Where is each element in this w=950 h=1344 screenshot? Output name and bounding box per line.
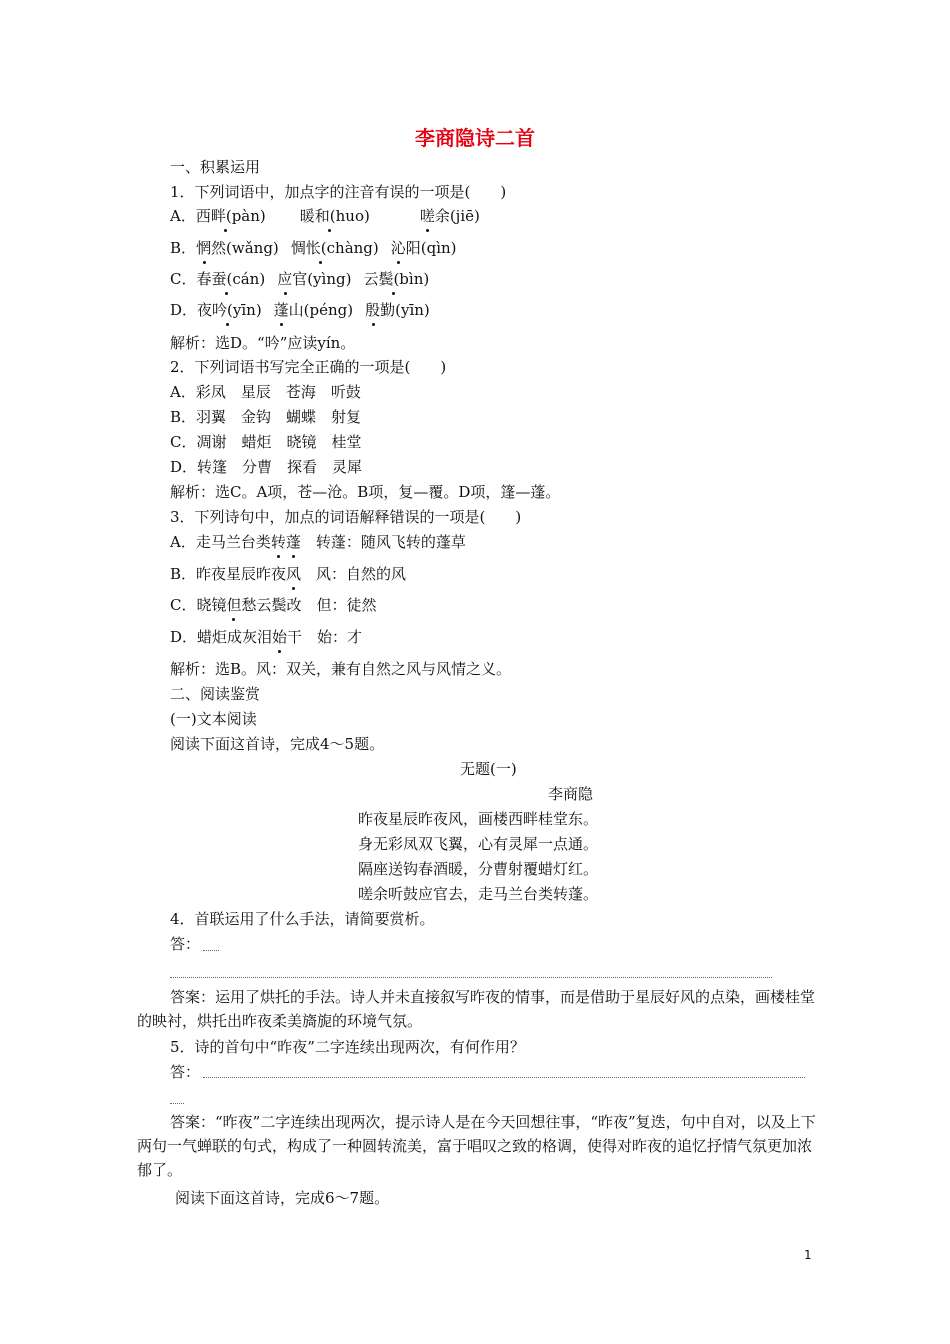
q2-option-b: B．羽翼 金钩 蝴蝶 射复 [170,408,362,426]
q1-stem: 1．下列词语中，加点字的注音有误的一项是( ) [170,183,507,201]
subsection-heading: (一)文本阅读 [170,710,257,728]
q2-analysis: 解析：选C。A项，苍—沧。B项，复—覆。D项，篷—蓬。 [170,483,561,501]
q2-stem: 2．下列词语书写完全正确的一项是( ) [170,358,447,376]
q4-answer-line[interactable] [170,977,772,978]
poem-line: 隔座送钩春酒暖，分曹射覆蜡灯红。 [358,860,599,878]
q1-analysis: 解析：选D。“吟”应读yín。 [170,334,356,352]
q5-answer-blank[interactable] [170,1103,184,1104]
q1-option-a: A．西畔(pàn) 暖和(huo) 嗟余(jiē) [170,205,480,227]
q5-answer-line[interactable] [203,1077,805,1078]
section-heading-1: 一、积累运用 [170,158,261,176]
q1-option-b: B．惘然(wǎng) 惆怅(chàng) 沁阳(qìn) [170,237,457,259]
poem-line: 昨夜星辰昨夜风，画楼西畔桂堂东。 [358,810,599,828]
q4-answer: 答案：运用了烘托的手法。诗人并未直接叙写昨夜的情事，而是借助于星辰好风的点染，画楼桂堂的映衬，烘托出昨夜柔美旖旎的环境气氛。 [137,988,816,1030]
q3-option-b: B．昨夜星辰昨夜风 风：自然的风 [170,563,406,585]
section-heading-2: 二、阅读鉴赏 [170,685,261,703]
q5-stem: 5．诗的首句中“昨夜”二字连续出现两次，有何作用？ [170,1038,525,1056]
q5-answer-label: 答： [170,1063,201,1081]
reading-intro-1: 阅读下面这首诗，完成4～5题。 [170,735,385,753]
q2-option-c: C．凋谢 蜡炬 晓镜 桂堂 [170,433,362,451]
q4-stem: 4．首联运用了什么手法，请简要赏析。 [170,910,435,928]
poem-line: 身无彩凤双飞翼，心有灵犀一点通。 [358,835,599,853]
q2-option-a: A．彩凤 星辰 苍海 听鼓 [170,383,361,401]
q5-answer: 答案：“昨夜”二字连续出现两次，提示诗人是在今天回想往事，“昨夜”复迭，句中自对，以及上下两句一气蝉联的句式，构成了一种圆转流美，富于唱叹之致的格调，使得对昨夜的追忆抒情气氛更加浓郁了。 [137,1113,816,1179]
q3-option-a: A．走马兰台类转蓬 转蓬：随风飞转的蓬草 [170,531,466,553]
q4-answer-label: 答： [170,935,201,953]
q1-option-d: D．夜吟(yīn) 蓬山(péng) 殷勤(yīn) [170,299,430,321]
q2-option-d: D．转篷 分曹 探看 灵犀 [170,458,363,476]
poem-author: 李商隐 [548,785,594,803]
q4-answer-blank[interactable] [203,950,219,951]
page-number: 1 [804,1248,812,1262]
q3-analysis: 解析：选B。风：双关，兼有自然之风与风情之义。 [170,660,512,678]
reading-intro-2: 阅读下面这首诗，完成6～7题。 [175,1189,390,1207]
q3-option-c: C．晓镜但 愁云鬓改 但：徒然 [170,594,377,616]
q3-option-d: D．蜡炬成灰泪始 干 始：才 [170,626,362,648]
poem-line: 嗟余听鼓应官去，走马兰台类转蓬。 [358,885,599,903]
page-title: 李商隐诗二首 [415,126,535,150]
q1-option-c: C．春蚕(cán) 应官(yìng) 云鬓(bìn) [170,268,429,290]
q3-stem: 3．下列诗句中，加点的词语解释错误的一项是( ) [170,508,522,526]
poem-title: 无题(一) [460,760,517,778]
